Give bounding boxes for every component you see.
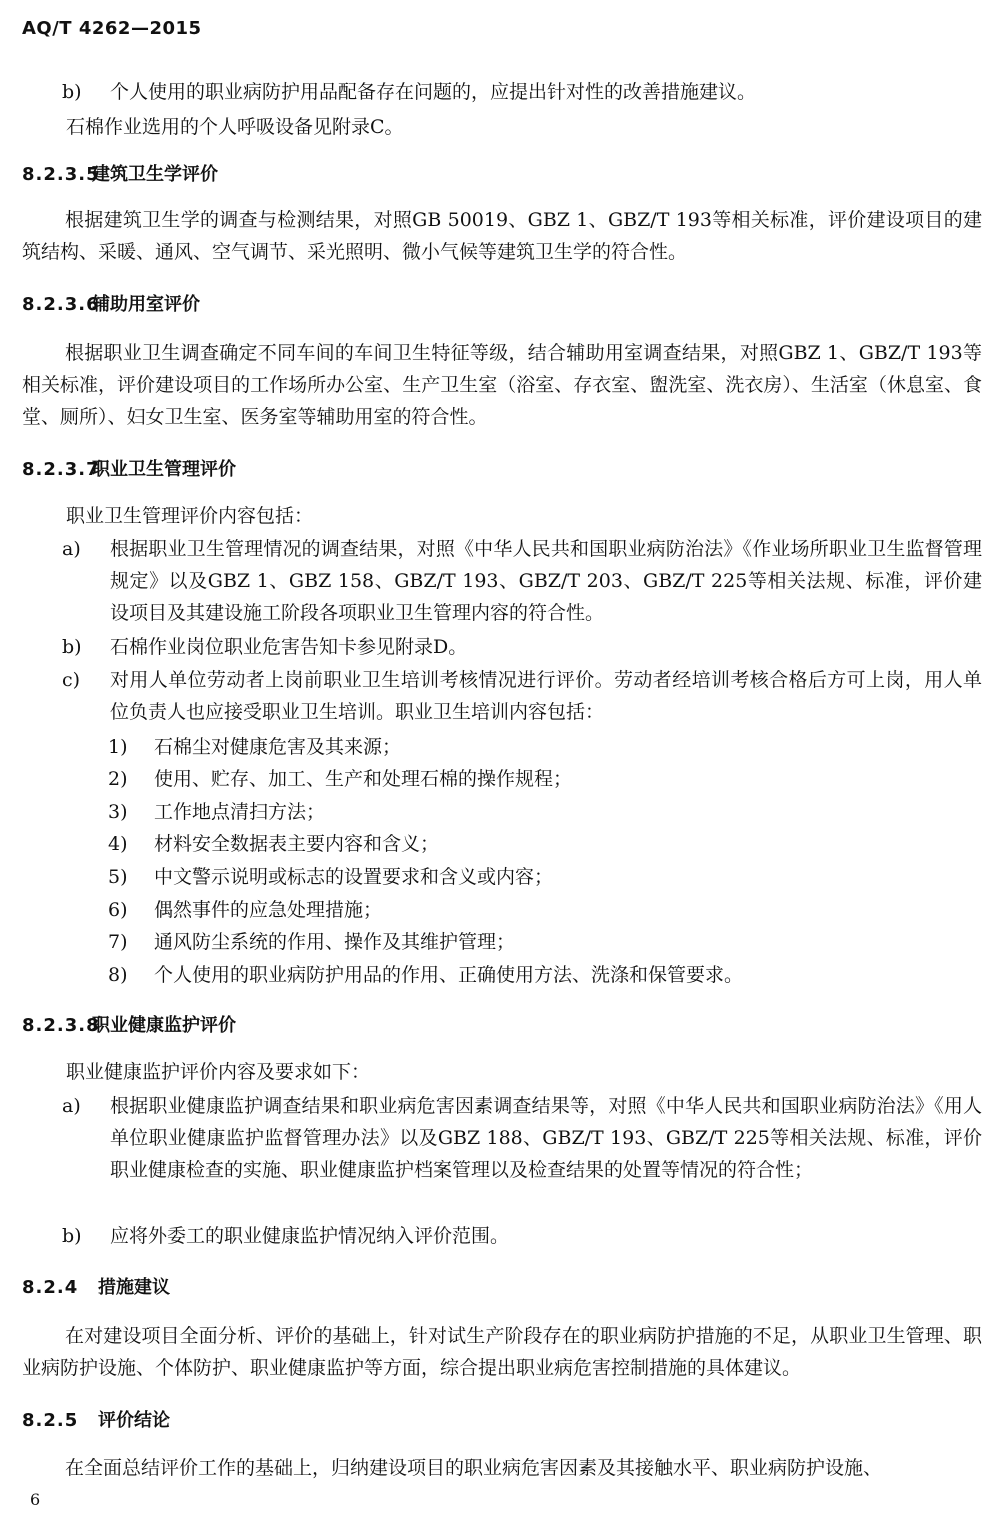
sub-item-label: 8)	[108, 964, 128, 986]
section-intro: 职业卫生管理评价内容包括：	[66, 505, 314, 527]
section-title: 建筑卫生学评价	[92, 164, 218, 185]
section-paragraph: 根据建筑卫生学的调查与检测结果，对照GB 50019、GBZ 1、GBZ/T 193等相关标准，评价建设项目的建筑结构、采暖、通风、空气调节、采光照明、微小气候等建筑卫生学的符合性。	[22, 209, 982, 263]
item-text: 对用人单位劳动者上岗前职业卫生培训考核情况进行评价。劳动者经培训考核合格后方可上岗，用人单位负责人也应接受职业卫生培训。职业卫生培训内容包括：	[110, 669, 982, 723]
item-text: 根据职业卫生管理情况的调查结果，对照《中华人民共和国职业病防治法》《作业场所职业卫生监督管理规定》以及GBZ 1、GBZ 158、GBZ/T 193、GBZ/T 203、GBZ/T 225等相关法规、标准，评价建设项目及其建设施工阶段各项职业卫生管理内容的符合性。	[110, 538, 982, 624]
section-heading-8238	[22, 1011, 236, 1037]
sub-item-label: 3)	[108, 801, 128, 823]
sub-item-label: 1)	[108, 736, 128, 758]
section-title: 职业卫生管理评价	[92, 459, 236, 480]
section-number: 8.2.3.5	[22, 164, 100, 185]
item-text: 应将外委工的职业健康监护情况纳入评价范围。	[110, 1225, 510, 1247]
sub-item-text: 材料安全数据表主要内容和含义；	[154, 833, 440, 855]
list-item	[62, 1220, 982, 1252]
list-item	[62, 631, 982, 663]
section-heading-8236	[22, 290, 200, 316]
item-label: a)	[62, 538, 81, 560]
section-title: 职业健康监护评价	[92, 1015, 236, 1036]
section-title: 评价结论	[98, 1410, 170, 1431]
item-label: b)	[62, 81, 82, 103]
sub-item-text: 偶然事件的应急处理措施；	[154, 899, 383, 921]
list-item	[62, 76, 982, 108]
sub-list-item	[108, 731, 401, 763]
sub-item-text: 工作地点清扫方法；	[154, 801, 326, 823]
sub-item-label: 7)	[108, 931, 128, 953]
sub-list-item	[108, 894, 382, 926]
sub-list-item	[108, 763, 572, 795]
sub-list-item	[108, 828, 439, 860]
sub-item-label: 5)	[108, 866, 128, 888]
sub-item-label: 6)	[108, 899, 128, 921]
sub-list-item	[108, 926, 515, 958]
item-label: b)	[62, 636, 82, 658]
sub-item-label: 2)	[108, 768, 128, 790]
section-heading-8235	[22, 160, 218, 186]
list-item	[62, 664, 982, 728]
sub-item-text: 使用、贮存、加工、生产和处理石棉的操作规程；	[154, 768, 573, 790]
sub-item-text: 个人使用的职业病防护用品的作用、正确使用方法、洗涤和保管要求。	[154, 964, 744, 986]
item-text: 根据职业健康监护调查结果和职业病危害因素调查结果等，对照《中华人民共和国职业病防治法》《用人单位职业健康监护监督管理办法》以及GBZ 188、GBZ/T 193、GBZ/T 225等相关法规、标准，评价职业健康检查的实施、职业健康监护档案管理以及检查结果的处置等情况的符合性；	[110, 1095, 982, 1181]
item-label: c)	[62, 669, 81, 691]
section-number: 8.2.3.7	[22, 459, 100, 480]
section-heading-824	[22, 1273, 170, 1299]
sub-item-text: 通风防尘系统的作用、操作及其维护管理；	[154, 931, 516, 953]
sub-list-item	[108, 959, 743, 991]
sub-item-text: 石棉尘对健康危害及其来源；	[154, 736, 402, 758]
note-text: 石棉作业选用的个人呼吸设备见附录C。	[66, 116, 404, 138]
item-text: 石棉作业岗位职业危害告知卡参见附录D。	[110, 636, 468, 658]
section-number: 8.2.3.6	[22, 294, 100, 315]
section-number: 8.2.3.8	[22, 1015, 100, 1036]
sub-list-item	[108, 861, 553, 893]
item-label: a)	[62, 1095, 81, 1117]
section-number: 8.2.4	[22, 1277, 79, 1298]
list-item	[62, 1090, 982, 1186]
item-label: b)	[62, 1225, 82, 1247]
section-number: 8.2.5	[22, 1410, 79, 1431]
section-heading-825	[22, 1406, 170, 1432]
sub-item-text: 中文警示说明或标志的设置要求和含义或内容；	[154, 866, 554, 888]
page-number: 6	[30, 1490, 41, 1509]
section-paragraph: 在对建设项目全面分析、评价的基础上，针对试生产阶段存在的职业病防护措施的不足，从职业卫生管理、职业病防护设施、个体防护、职业健康监护等方面，综合提出职业病危害控制措施的具体建议。	[22, 1325, 982, 1379]
section-paragraph: 在全面总结评价工作的基础上，归纳建设项目的职业病危害因素及其接触水平、职业病防护设施、	[65, 1457, 883, 1479]
standard-code: AQ/T 4262—2015	[22, 18, 202, 39]
section-intro: 职业健康监护评价内容及要求如下：	[66, 1061, 371, 1083]
section-title: 措施建议	[98, 1277, 170, 1298]
section-heading-8237	[22, 455, 236, 481]
sub-list-item	[108, 796, 325, 828]
section-title: 辅助用室评价	[92, 294, 200, 315]
sub-item-label: 4)	[108, 833, 128, 855]
list-item	[62, 533, 982, 629]
item-text: 个人使用的职业病防护用品配备存在问题的，应提出针对性的改善措施建议。	[110, 81, 757, 103]
section-paragraph: 根据职业卫生调查确定不同车间的车间卫生特征等级，结合辅助用室调查结果，对照GBZ 1、GBZ/T 193等相关标准，评价建设项目的工作场所办公室、生产卫生室（浴室、存衣室、盥洗室、洗衣房）、生活室（休息室、食堂、厕所）、妇女卫生室、医务室等辅助用室的符合性。	[22, 342, 982, 428]
